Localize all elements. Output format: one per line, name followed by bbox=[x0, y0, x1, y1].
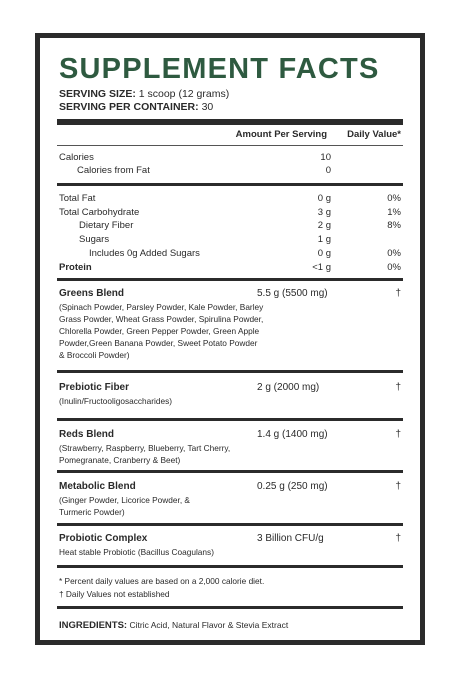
nutrient-row bbox=[59, 207, 401, 219]
blend-daily-value: † bbox=[395, 288, 401, 299]
blend-prebiotic-fiber bbox=[59, 381, 401, 407]
nutrient-amount: <1 g bbox=[312, 262, 331, 273]
divider bbox=[57, 523, 403, 526]
blend-amount: 0.25 g (250 mg) bbox=[257, 481, 328, 492]
blend-amount: 2 g (2000 mg) bbox=[257, 382, 320, 393]
blend-daily-value: † bbox=[395, 481, 401, 492]
blend-daily-value: † bbox=[395, 382, 401, 393]
nutrient-amount: 2 g bbox=[317, 220, 331, 231]
nutrient-name: Total Fat bbox=[59, 193, 96, 204]
serving-size-value: 1 scoop (12 grams) bbox=[138, 88, 230, 100]
nutrient-row bbox=[59, 220, 401, 232]
blend-ingredients: Heat stable Probiotic (Bacillus Coagulans) bbox=[59, 547, 214, 557]
blend-ingredients: (Strawberry, Raspberry, Blueberry, Tart Cherry, Pomegranate, Cranberry & Beet) bbox=[59, 443, 231, 465]
divider bbox=[57, 418, 403, 421]
nutrient-amount: 1 g bbox=[317, 234, 331, 245]
nutrient-name: Protein bbox=[59, 262, 92, 273]
nutrient-amount: 10 bbox=[320, 152, 331, 163]
divider bbox=[57, 370, 403, 373]
nutrient-daily-value: 1% bbox=[387, 207, 401, 218]
blend-name: Metabolic Blend bbox=[59, 481, 136, 492]
nutrient-row bbox=[59, 262, 401, 274]
blend-ingredients: (Inulin/Fructooligosaccharides) bbox=[59, 396, 172, 406]
divider bbox=[57, 565, 403, 568]
blend-daily-value: † bbox=[395, 533, 401, 544]
blend-probiotic-complex bbox=[59, 532, 401, 558]
blend-name: Greens Blend bbox=[59, 288, 125, 299]
nutrient-row bbox=[59, 234, 401, 246]
divider bbox=[57, 119, 403, 125]
servings-per-container-value: 30 bbox=[201, 101, 214, 113]
blend-amount: 1.4 g (1400 mg) bbox=[257, 429, 328, 440]
blend-metabolic bbox=[59, 480, 401, 518]
divider bbox=[57, 145, 403, 146]
blend-ingredients: (Spinach Powder, Parsley Powder, Kale Powder, Barley Grass Powder, Wheat Grass Powder, Spirulina Powder, Chlorella Powder, Green Pepper Powder, Green Apple Powder,Green Banana Powder, Sweet Potato Powder & Broccoli Powder) bbox=[59, 302, 264, 360]
blend-amount: 3 Billion CFU/g bbox=[257, 533, 324, 544]
divider bbox=[57, 183, 403, 186]
blend-ingredients: (Ginger Powder, Licorice Powder, & Turmeric Powder) bbox=[59, 495, 190, 517]
supplement-facts-panel bbox=[35, 33, 425, 645]
blend-name: Probiotic Complex bbox=[59, 533, 148, 544]
nutrient-name: Calories bbox=[59, 152, 94, 163]
nutrient-name: Sugars bbox=[79, 234, 110, 245]
nutrient-name: Total Carbohydrate bbox=[59, 207, 140, 218]
nutrient-row bbox=[59, 165, 401, 177]
serving-size bbox=[59, 88, 229, 101]
amount-per-serving-header: Amount Per Serving bbox=[235, 129, 327, 140]
nutrient-amount: 3 g bbox=[317, 207, 331, 218]
nutrient-row bbox=[59, 248, 401, 260]
blend-greens bbox=[59, 287, 401, 361]
blend-name: Prebiotic Fiber bbox=[59, 382, 130, 393]
ingredients-label: INGREDIENTS: bbox=[59, 620, 128, 631]
nutrient-name: Dietary Fiber bbox=[79, 220, 134, 231]
ingredients-line bbox=[59, 619, 288, 632]
nutrient-row bbox=[59, 152, 401, 164]
nutrient-daily-value: 8% bbox=[387, 220, 401, 231]
nutrient-daily-value: 0% bbox=[387, 193, 401, 204]
blend-daily-value: † bbox=[395, 429, 401, 440]
divider bbox=[57, 278, 403, 281]
divider bbox=[57, 470, 403, 473]
daily-value-header: Daily Value* bbox=[347, 129, 401, 140]
nutrient-daily-value: 0% bbox=[387, 262, 401, 273]
nutrient-amount: 0 bbox=[325, 165, 331, 176]
nutrient-row bbox=[59, 193, 401, 205]
nutrient-name: Calories from Fat bbox=[77, 165, 150, 176]
serving-size-label: SERVING SIZE: bbox=[59, 88, 136, 100]
daily-value-not-established-note: † Daily Values not established bbox=[59, 589, 170, 599]
divider bbox=[57, 606, 403, 609]
blend-amount: 5.5 g (5500 mg) bbox=[257, 288, 328, 299]
ingredients-text: Citric Acid, Natural Flavor & Stevia Extract bbox=[129, 620, 289, 630]
blend-name: Reds Blend bbox=[59, 429, 115, 440]
nutrient-name: Includes 0g Added Sugars bbox=[89, 248, 200, 259]
blend-reds bbox=[59, 428, 401, 466]
panel-title: SUPPLEMENT FACTS bbox=[59, 53, 380, 85]
nutrient-amount: 0 g bbox=[317, 193, 331, 204]
servings-per-container-label: SERVING PER CONTAINER: bbox=[59, 101, 199, 113]
nutrient-amount: 0 g bbox=[317, 248, 331, 259]
servings-per-container bbox=[59, 101, 213, 114]
percent-daily-value-note: * Percent daily values are based on a 2,000 calorie diet. bbox=[59, 576, 265, 586]
nutrient-daily-value: 0% bbox=[387, 248, 401, 259]
